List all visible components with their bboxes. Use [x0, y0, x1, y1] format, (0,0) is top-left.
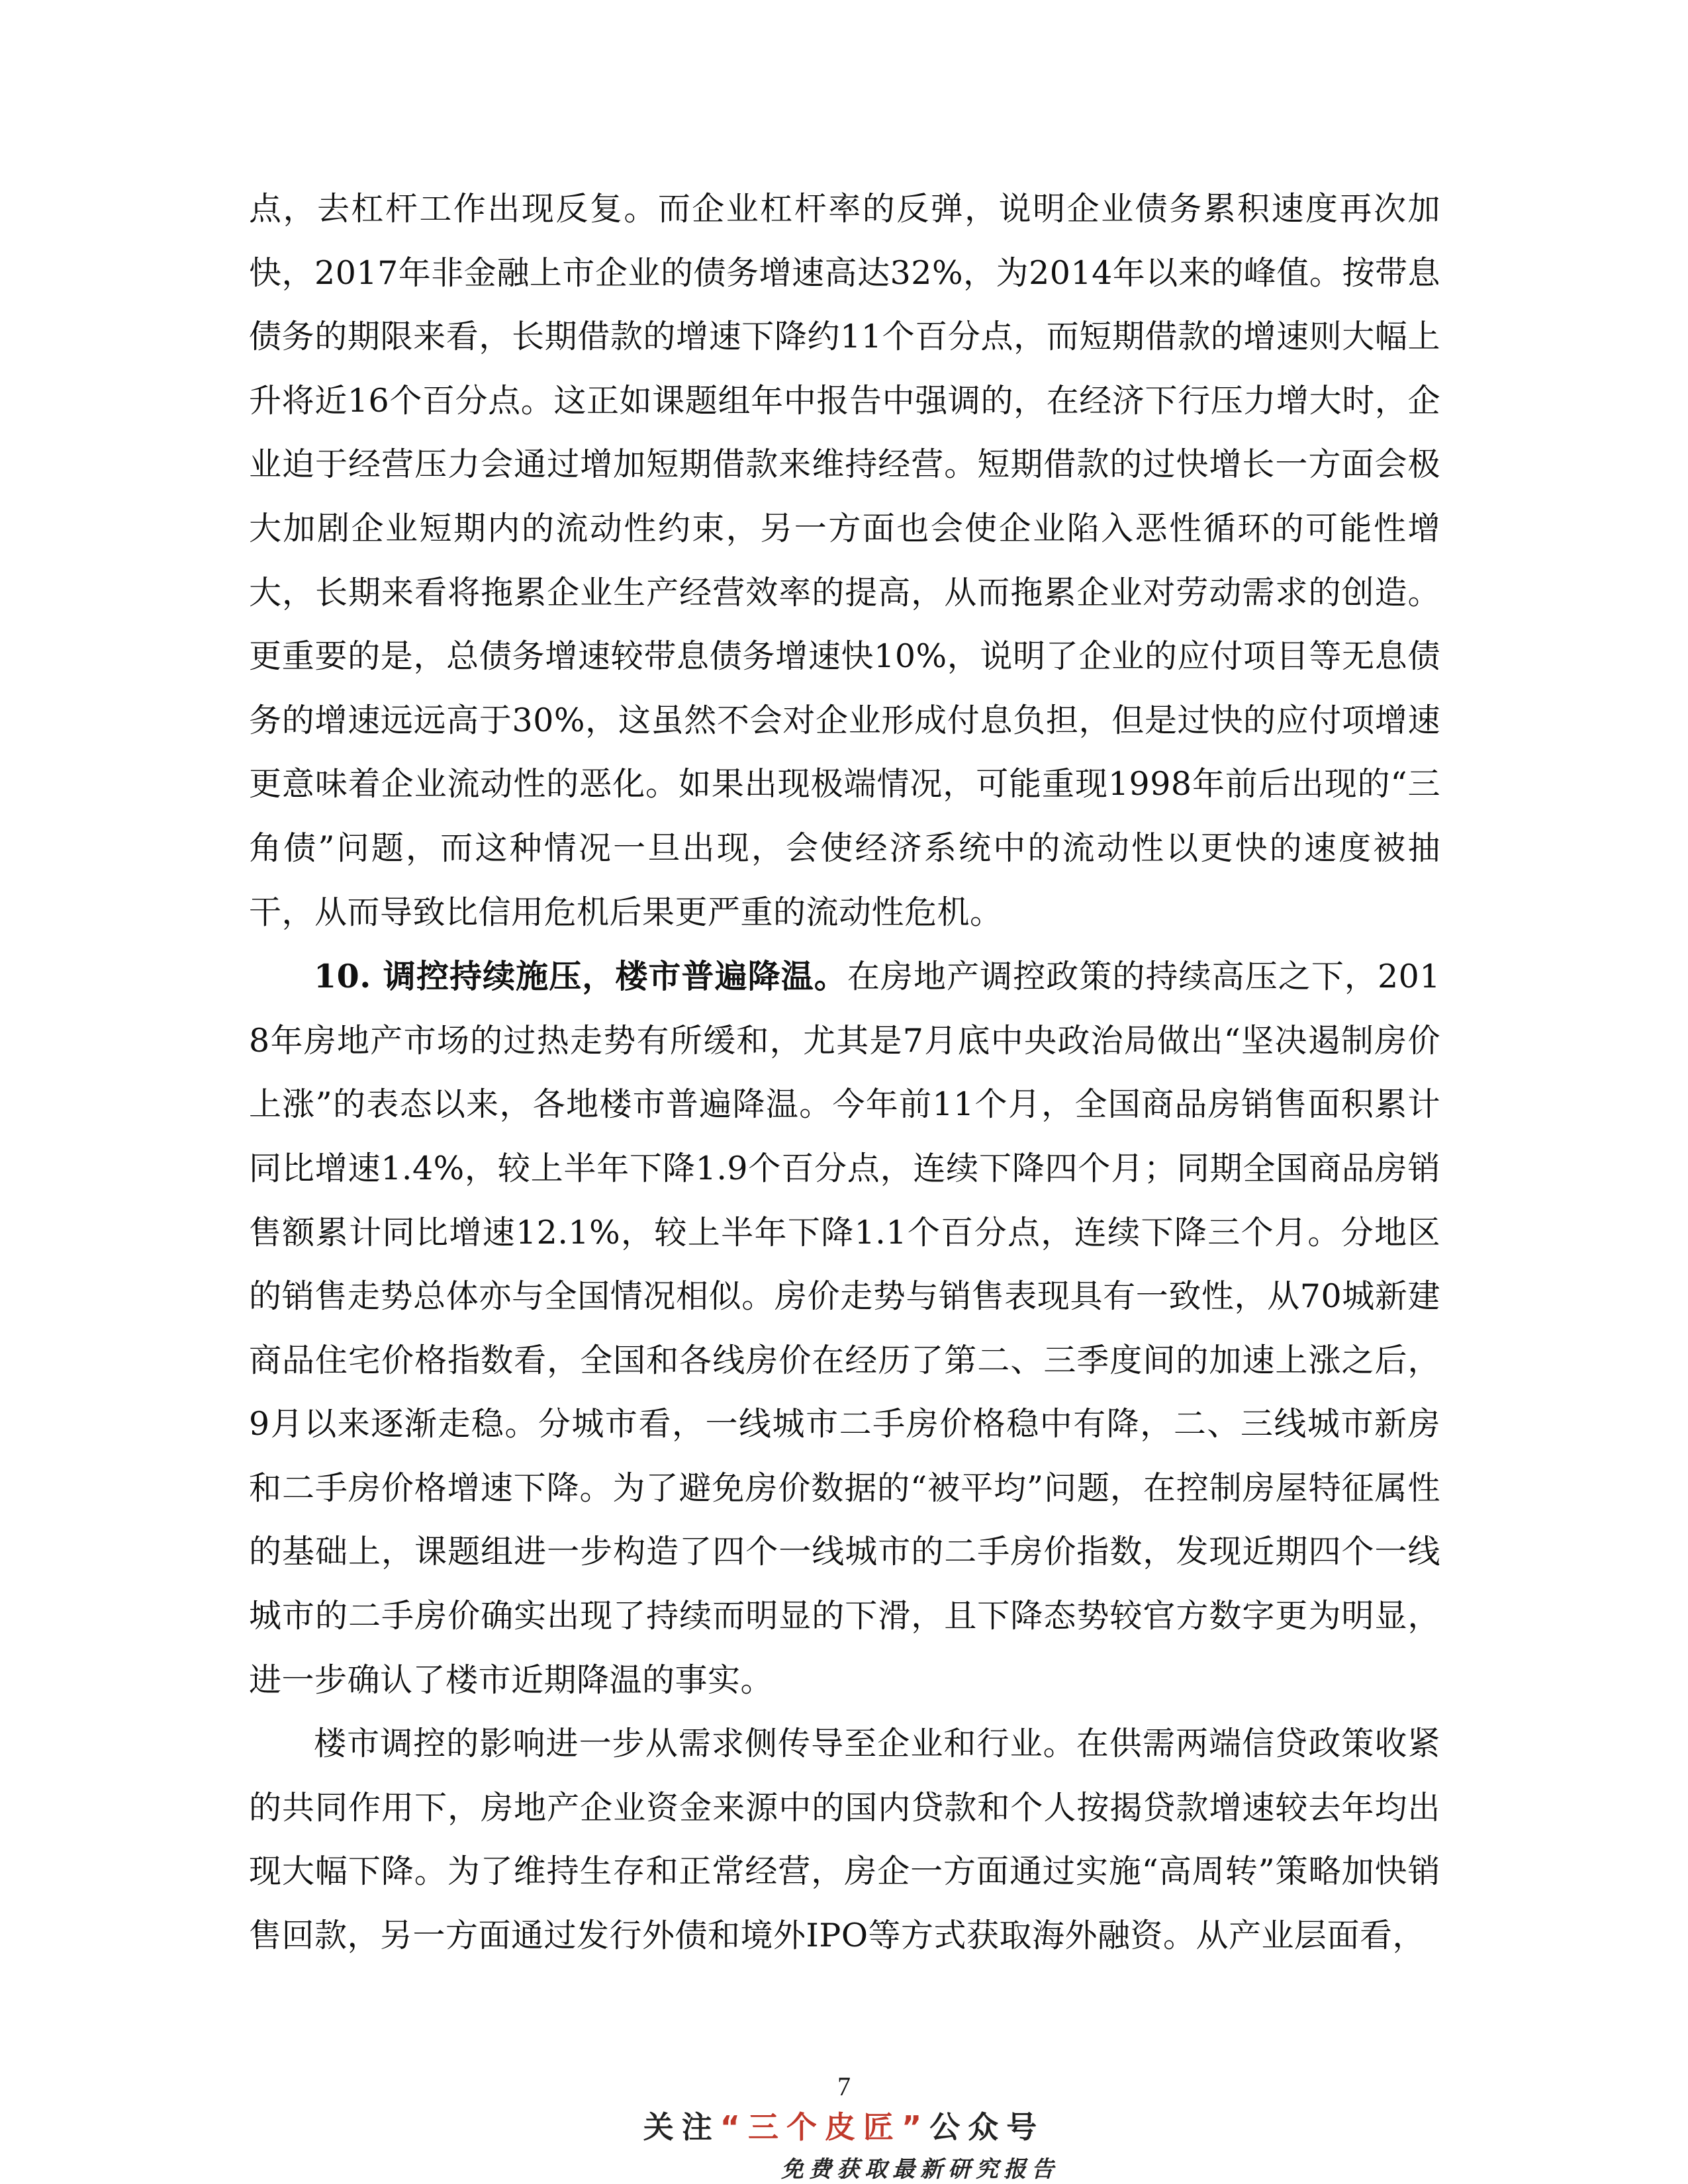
document-body [249, 177, 1440, 1968]
footer-promo-prefix: 关注 [643, 2109, 720, 2145]
footer-promo-account: “三个皮匠” [720, 2109, 930, 2145]
footer-promo-line [0, 2106, 1688, 2148]
footer-promo-suffix: 公众号 [929, 2109, 1045, 2145]
paragraph-2 [249, 944, 1440, 1712]
footer-tagline: 免费获取最新研究报告 [781, 2156, 1059, 2183]
page-number: 7 [837, 2071, 851, 2101]
paragraph-2-text: 在房地产调控政策的持续高压之下，2018年房地产市场的过热走势有所缓和，尤其是7月底中央政治局做出“坚决遏制房价上涨”的表态以来，各地楼市普遍降温。今年前11个月，全国商品房销售面积累计同比增速1.4%，较上半年下降1.9个百分点，连续下降四个月；同期全国商品房销售额累计同比增速12.1%，较上半年下降1.1个百分点，连续下降三个月。分地区的销售走势总体亦与全国情况相似。房价走势与销售表现具有一致性，从70城新建商品住宅价格指数看，全国和各线房价在经历了第二、三季度间的加速上涨之后，9月以来逐渐走稳。分城市看，一线城市二手房价格稳中有降，二、三线城市新房和二手房价格增速下降。为了避免房价数据的“被平均”问题，在控制房屋特征属性的基础上，课题组进一步构造了四个一线城市的二手房价指数，发现近期四个一线城市的二手房价确实出现了持续而明显的下滑，且下降态势较官方数字更为明显，进一步确认了楼市近期降温的事实。 [249, 958, 1440, 1699]
paragraph-1: 点，去杠杆工作出现反复。而企业杠杆率的反弹，说明企业债务累积速度再次加快，2017年非金融上市企业的债务增速高达32%，为2014年以来的峰值。按带息债务的期限来看，长期借款的增速下降约11个百分点，而短期借款的增速则大幅上升将近16个百分点。这正如课题组年中报告中强调的，在经济下行压力增大时，企业迫于经营压力会通过增加短期借款来维持经营。短期借款的过快增长一方面会极大加剧企业短期内的流动性约束，另一方面也会使企业陷入恶性循环的可能性增大，长期来看将拖累企业生产经营效率的提高，从而拖累企业对劳动需求的创造。更重要的是，总债务增速较带息债务增速快10%，说明了企业的应付项目等无息债务的增速远远高于30%，这虽然不会对企业形成付息负担，但是过快的应付项增速更意味着企业流动性的恶化。如果出现极端情况，可能重现1998年前后出现的“三角债”问题，而这种情况一旦出现，会使经济系统中的流动性以更快的速度被抽干，从而导致比信用危机后果更严重的流动性危机。 [249, 190, 1440, 931]
paragraph-3: 楼市调控的影响进一步从需求侧传导至企业和行业。在供需两端信贷政策收紧的共同作用下，房地产企业资金来源中的国内贷款和个人按揭贷款增速较去年均出现大幅下降。为了维持生存和正常经营，房企一方面通过实施“高周转”策略加快销售回款，另一方面通过发行外债和境外IPO等方式获取海外融资。从产业层面看， [249, 1725, 1440, 1955]
page-footer [0, 2070, 1688, 2183]
section-10-heading: 10. 调控持续施压，楼市普遍降温。 [314, 957, 847, 996]
